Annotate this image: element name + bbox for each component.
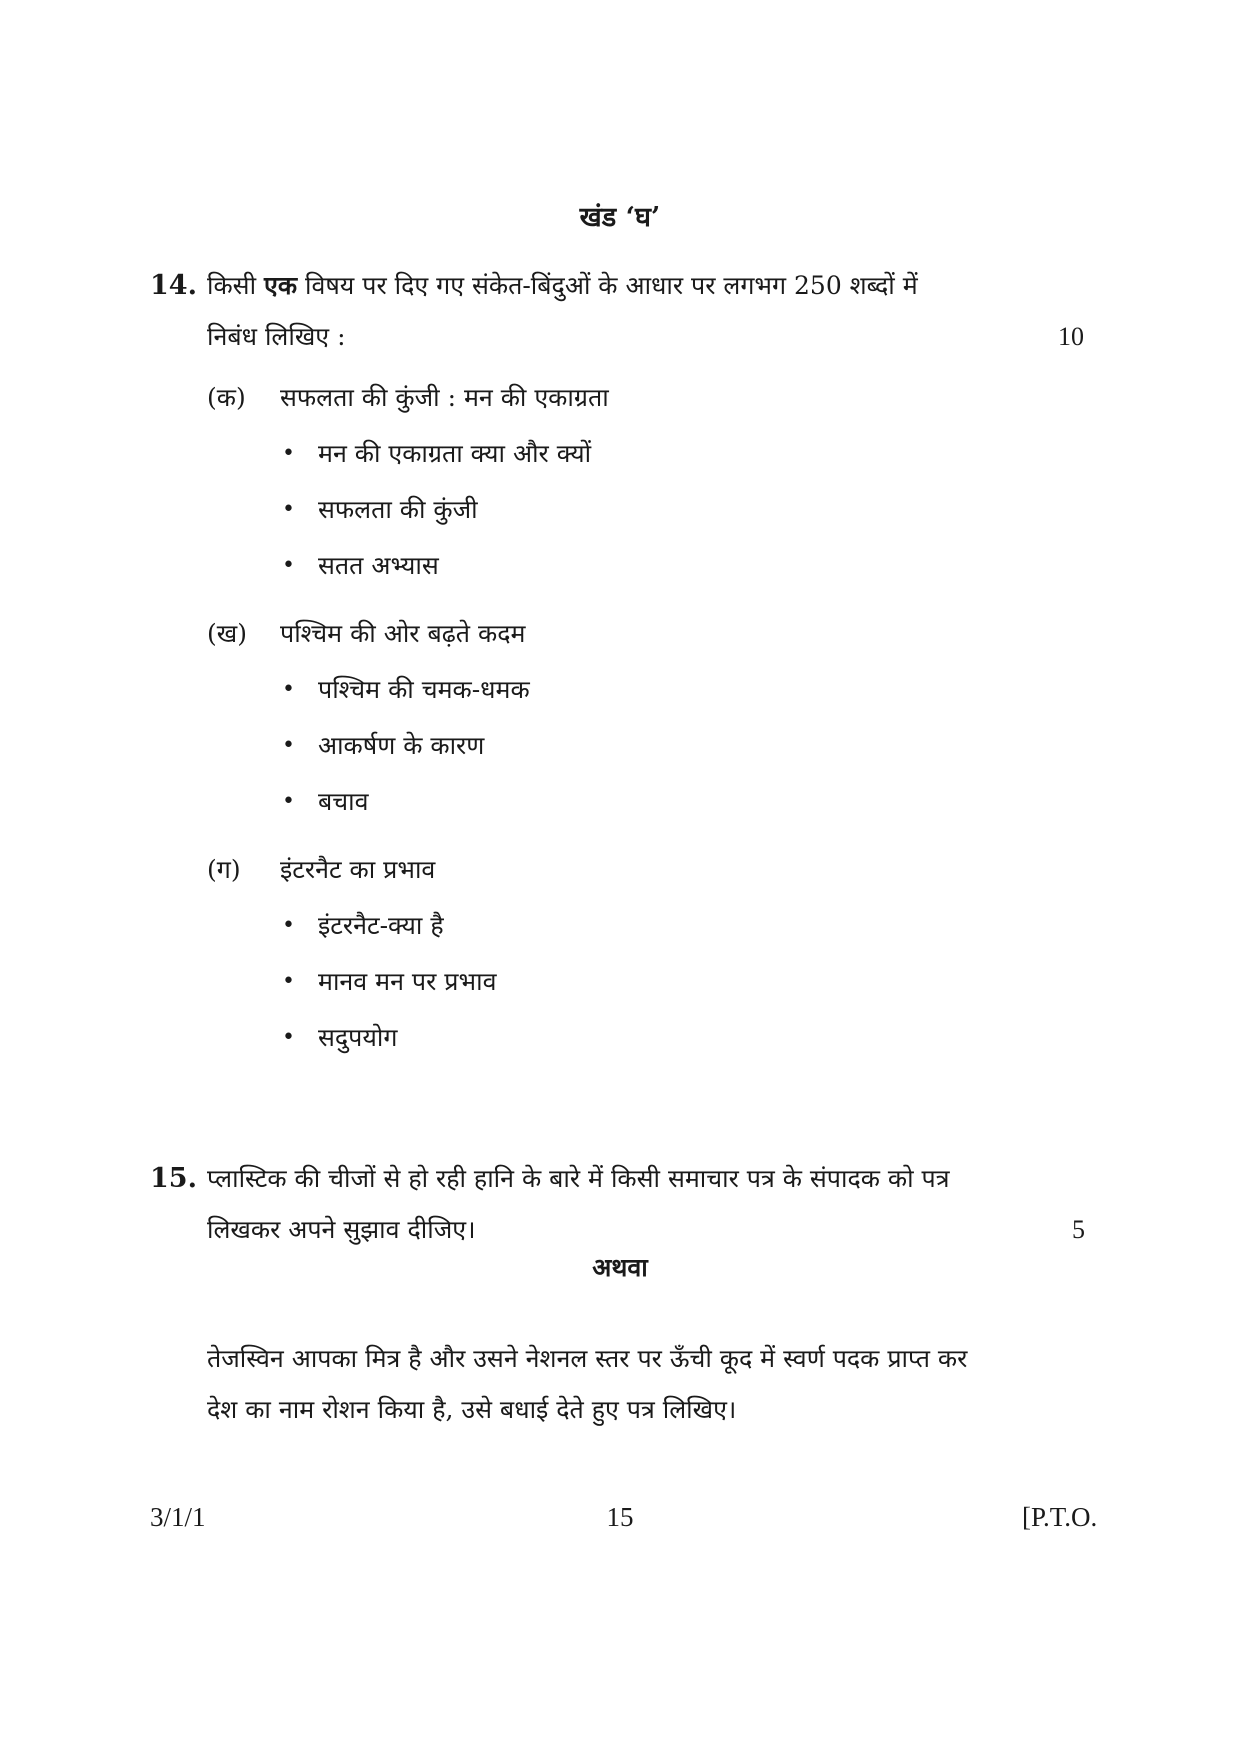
list-item: सतत अभ्यास — [318, 551, 439, 580]
list-item: इंटरनैट-क्या है — [318, 911, 444, 940]
bullet-icon: • — [282, 969, 295, 994]
list-item: आकर्षण के कारण — [318, 731, 485, 760]
question-14-number: 14. — [150, 270, 197, 301]
bullet-icon: • — [282, 441, 295, 466]
bullet-icon: • — [282, 677, 295, 702]
question-14-line-2: निबंध लिखिए : — [207, 322, 346, 351]
page-number: 15 — [606, 1502, 634, 1532]
alternative-line-2: देश का नाम रोशन किया है, उसे बधाई देते हुए पत्र लिखिए। — [207, 1395, 737, 1424]
or-label: अथवा — [592, 1253, 648, 1282]
list-item: मानव मन पर प्रभाव — [318, 967, 497, 996]
option-title: इंटरनैट का प्रभाव — [280, 855, 436, 884]
section-title: खंड ‘घ’ — [579, 202, 661, 233]
question-15-marks: 5 — [1072, 1215, 1085, 1244]
bullet-icon: • — [282, 733, 295, 758]
alternative-line-1: तेजस्विन आपका मित्र है और उसने नेशनल स्तर पर ऊँची कूद में स्वर्ण पदक प्राप्त कर — [207, 1344, 968, 1373]
pto-label: [P.T.O. — [1022, 1502, 1098, 1532]
option-title: पश्चिम की ओर बढ़ते कदम — [280, 619, 526, 648]
question-14-emphasis: एक — [264, 271, 298, 300]
bullet-icon: • — [282, 913, 295, 938]
question-15-line-2: लिखकर अपने सुझाव दीजिए। — [207, 1215, 476, 1244]
bullet-icon: • — [282, 497, 295, 522]
list-item: मन की एकाग्रता क्या और क्यों — [318, 439, 592, 468]
bullet-icon: • — [282, 553, 295, 578]
question-14-line-1-pre: किसी — [207, 271, 264, 300]
list-item: बचाव — [318, 787, 369, 816]
list-item: पश्चिम की चमक-धमक — [318, 675, 530, 704]
question-15-number: 15. — [150, 1163, 197, 1194]
question-14-marks: 10 — [1058, 322, 1084, 351]
option-title: सफलता की कुंजी : मन की एकाग्रता — [280, 383, 609, 412]
paper-code: 3/1/1 — [150, 1502, 206, 1532]
option-label: (ख) — [207, 619, 247, 648]
question-14-line-1-post: विषय पर दिए गए संकेत-बिंदुओं के आधार पर लगभग 250 शब्दों में — [297, 271, 918, 300]
bullet-icon: • — [282, 789, 295, 814]
question-15-line-1: प्लास्टिक की चीजों से हो रही हानि के बारे में किसी समाचार पत्र के संपादक को पत्र — [207, 1164, 950, 1193]
option-label: (क) — [207, 383, 246, 412]
option-label: (ग) — [207, 855, 241, 884]
list-item: सफलता की कुंजी — [318, 495, 478, 524]
question-14-line-1 — [207, 266, 918, 306]
bullet-icon: • — [282, 1025, 295, 1050]
list-item: सदुपयोग — [318, 1023, 398, 1052]
